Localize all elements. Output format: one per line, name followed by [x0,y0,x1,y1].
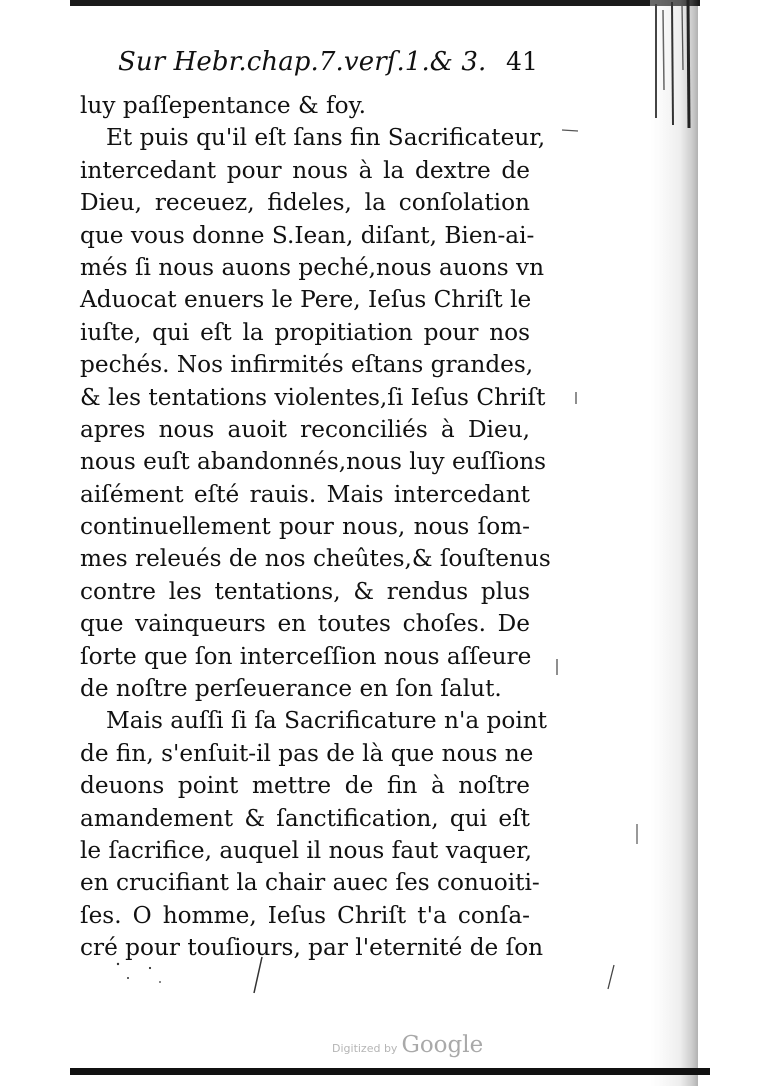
text-line: Mais auſſi ſi ſa Sacrificature n'a point [106,707,547,735]
stray-mark [552,657,562,677]
text-line: de noſtre perſeuerance en ſon ſalut. [80,675,502,703]
text-line: Dieu, receuez, fideles, la conſolation [80,189,530,217]
text-line: que vainqueurs en toutes choſes. De [80,610,530,638]
text-line: que vous donne S.Iean, diſant, Bien-ai- [80,221,535,249]
text-line: pechés. Nos infirmités eſtans grandes, [80,351,534,379]
text-line: de fin, s'enſuit-il pas de là que nous ne [80,739,534,767]
running-title: Sur Hebr.chap.7.verſ.1.& 3. [118,47,487,77]
text-line: aiſément eſté rauis. Mais intercedant [80,480,530,508]
stray-mark [570,390,582,406]
text-line: apres nous auoit reconciliés à Dieu, [80,415,530,443]
text-line: cré pour touſiours, par l'eternité de ſon [80,934,544,962]
text-line: Et puis qu'il eſt ſans fin Sacrificateur, [106,124,546,152]
running-header [118,47,538,91]
text-line: contre les tentations, & rendus plus [80,577,530,605]
text-line: mes releués de nos cheûtes,& ſouſtenus [80,545,551,573]
scan-right-edge-shadow [650,0,698,1086]
text-line: més ſi nous auons peché,nous auons vn [80,253,544,281]
scan-top-edge [70,0,700,6]
text-line: le ſacrifice, auquel il nous faut vaquer, [80,836,533,864]
stray-mark [250,955,266,995]
text-line: & les tentations violentes,ſi Ieſus Chriſt [80,383,546,411]
text-line: ſorte que ſon interceſſion nous aſſeure [80,642,532,670]
text-line: ſes. O homme, Ieſus Chriſt t'a conſa- [80,901,530,929]
stray-mark [560,120,580,140]
text-line: en crucifiant la chair auec ſes conuoiti- [80,869,540,897]
body-text [80,90,551,965]
text-line: iuſte, qui eſt la propitiation pour nos [80,318,530,346]
text-line: deuons point mettre de fin à noſtre [80,772,530,800]
page-number: 41 [505,47,538,76]
google-logo-text: Google [401,1032,484,1058]
scan-bottom-edge [70,1068,710,1075]
text-line: continuellement pour nous, nous ſom- [80,513,530,541]
stray-mark [604,963,618,991]
google-digitized-watermark [332,1032,483,1058]
text-line: luy paſſepentance & foy. [80,92,366,119]
text-line: amandement & ſanctification, qui eſt [80,804,530,832]
text-line: intercedant pour nous à la dextre de [80,156,530,184]
stray-mark [110,958,170,988]
scan-right-edge-marks [652,0,692,130]
digitized-by-text: Digitized by [332,1042,398,1055]
stray-mark [632,822,642,846]
text-line: nous euſt abandonnés,nous luy euſſions [80,448,547,476]
text-line: Aduocat enuers le Pere, Ieſus Chriſt le [80,286,532,314]
